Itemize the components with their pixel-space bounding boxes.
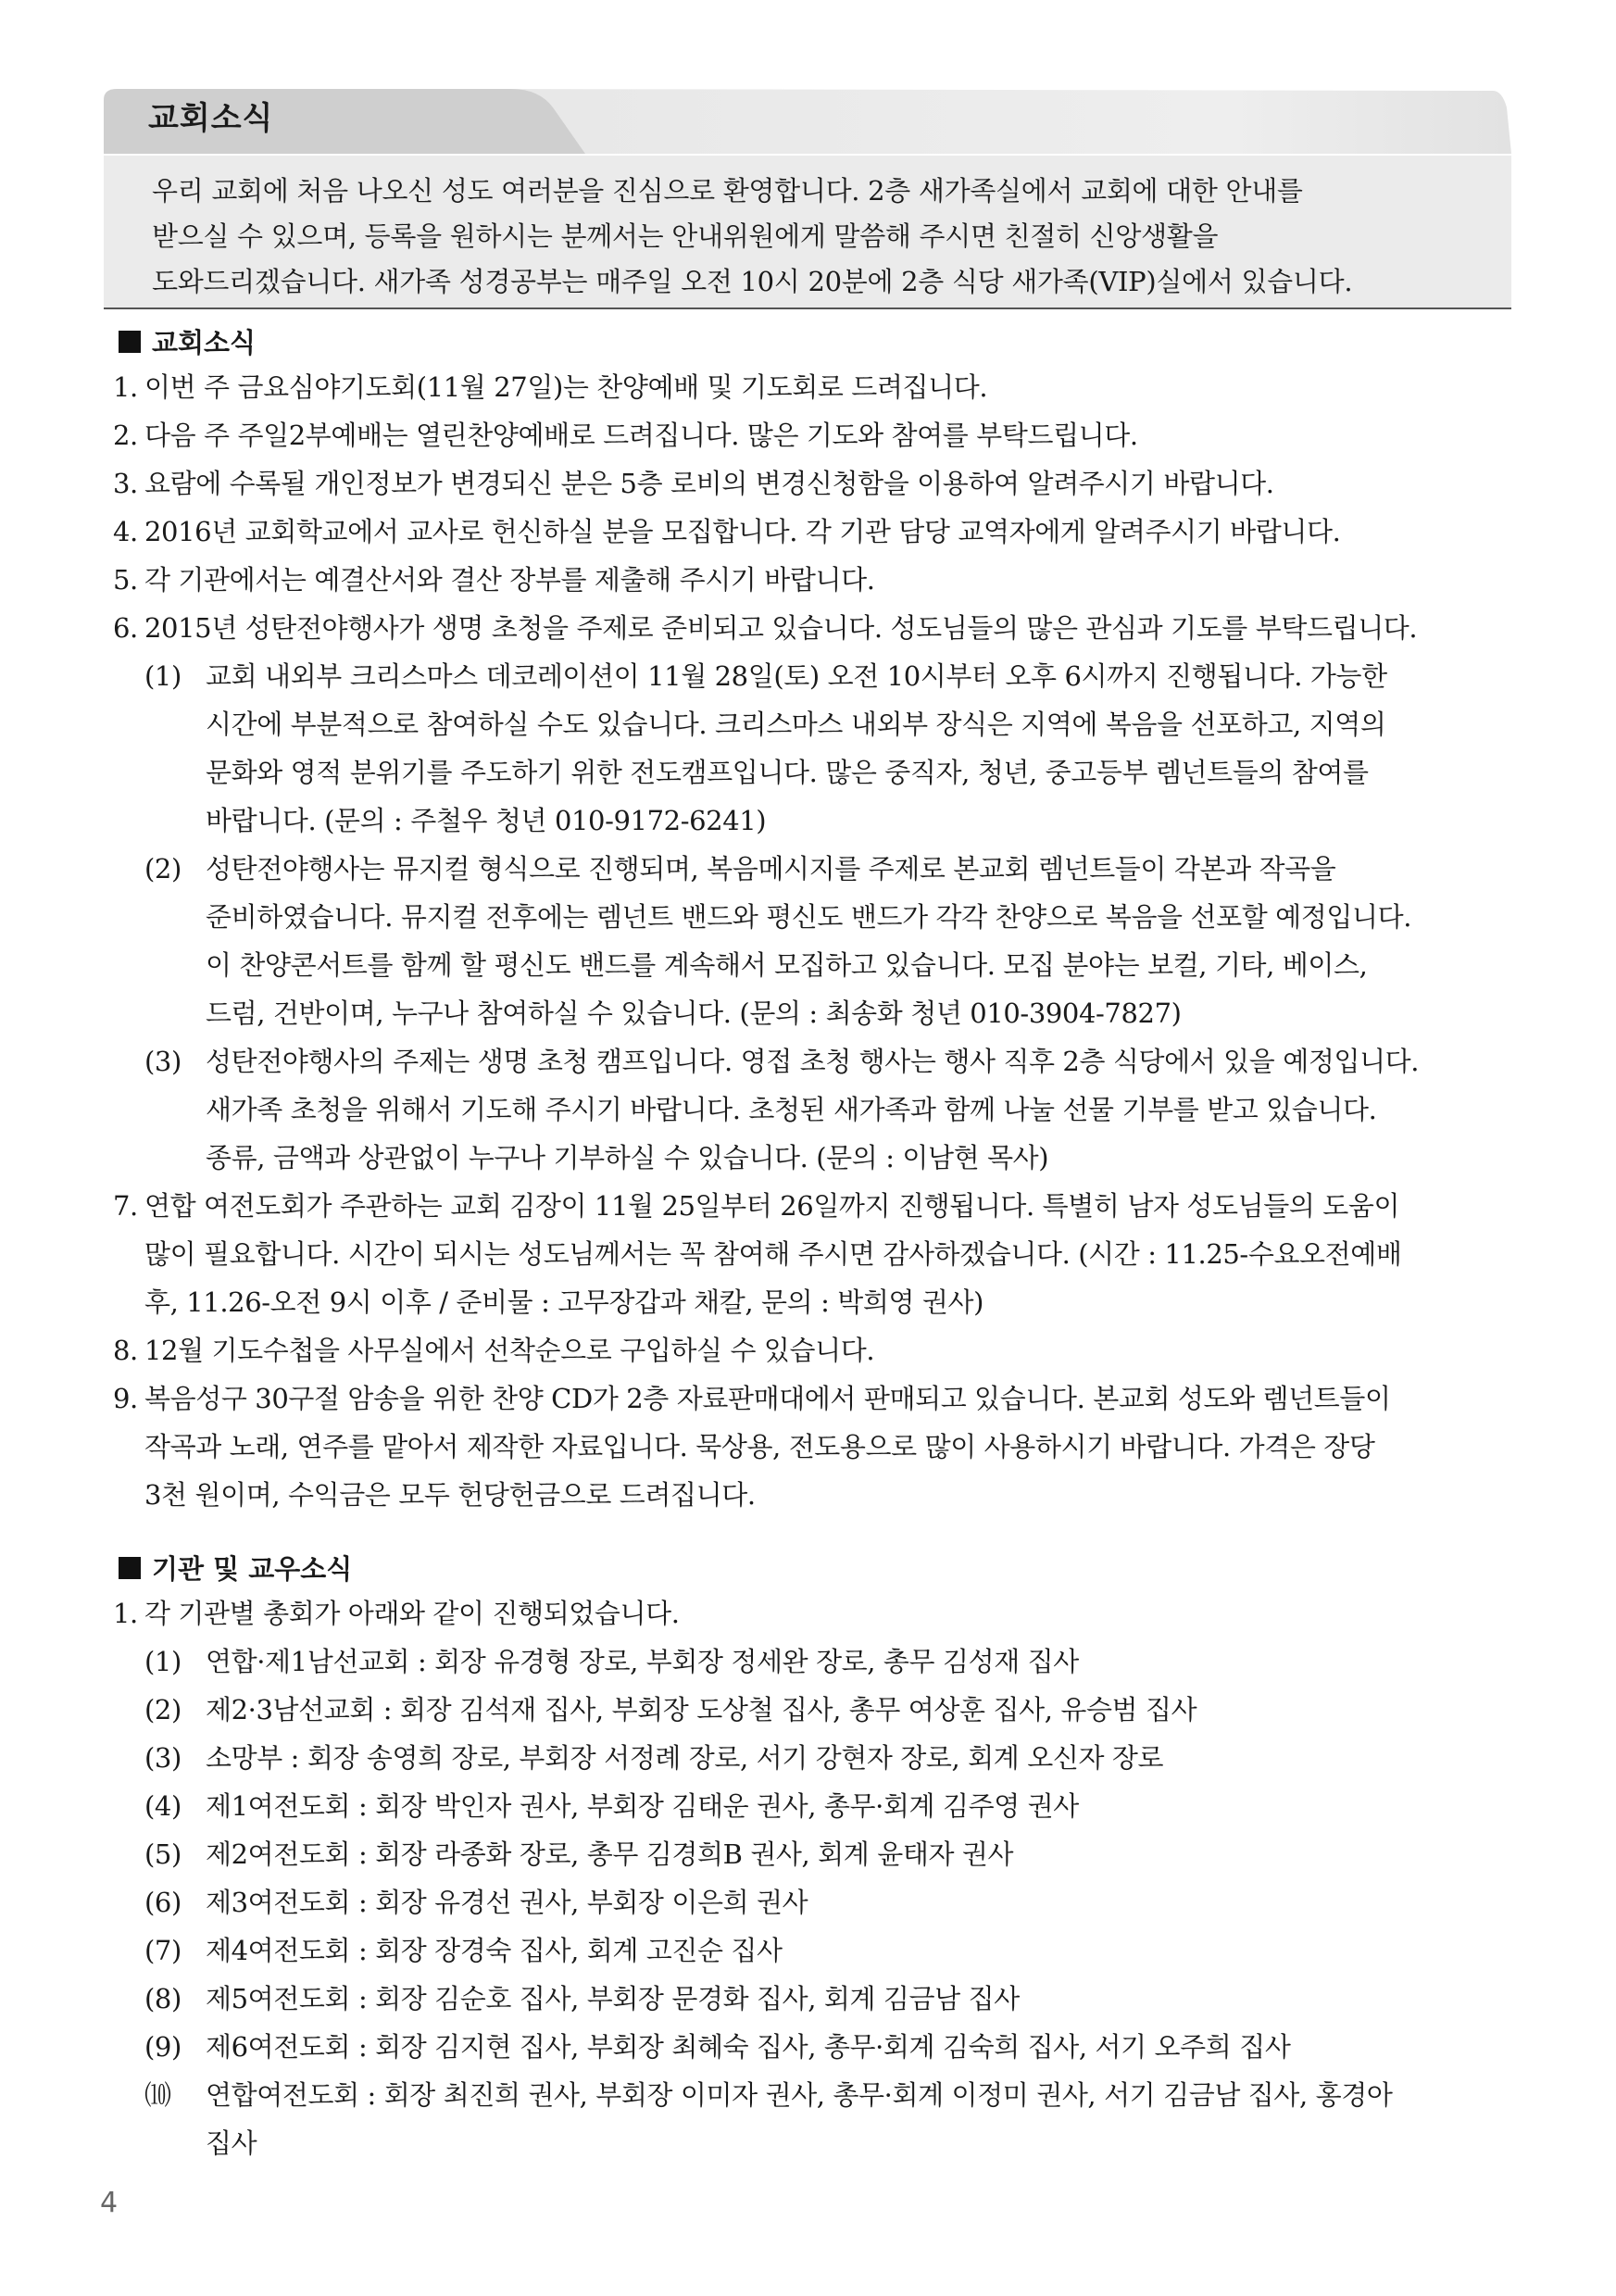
sub-item <box>113 1926 1521 1975</box>
item-number: 2. <box>113 420 138 451</box>
list-item <box>113 363 1521 411</box>
section-header-band <box>104 89 1511 154</box>
item-number: 4. <box>113 516 138 547</box>
item-text: 각 기관별 총회가 아래와 같이 진행되었습니다. <box>144 1598 680 1629</box>
section-heading-church-news <box>119 322 256 360</box>
item-text: 다음 주 주일2부예배는 열린찬양예배로 드려집니다. 많은 기도와 참여를 부탁드립니다. <box>144 420 1138 451</box>
organization-news-list <box>113 1589 1521 2167</box>
sub-item-number: (2) <box>144 1694 182 1725</box>
church-news-list <box>113 363 1521 1519</box>
sub-item-text: 성탄전야행사의 주제는 생명 초청 캠프입니다. 영접 초청 행사는 행사 직후 2층 식당에서 있을 예정입니다. <box>206 1046 1420 1077</box>
item-text: 요람에 수록될 개인정보가 변경되신 분은 5층 로비의 변경신청함을 이용하여 알려주시기 바랍니다. <box>144 468 1274 499</box>
list-item <box>113 459 1521 508</box>
sub-item-text-continued: 시간에 부분적으로 참여하실 수도 있습니다. 크리스마스 내외부 장식은 지역에 복음을 선포하고, 지역의 <box>206 709 1386 740</box>
section-heading-organization-news <box>119 1549 352 1587</box>
item-text-continued: 3천 원이며, 수익금은 모두 헌당헌금으로 드려집니다. <box>144 1479 756 1511</box>
sub-item-text: 교회 내외부 크리스마스 데코레이션이 11월 28일(토) 오전 10시부터 오후 6시까지 진행됩니다. 가능한 <box>206 660 1387 692</box>
sub-item-text: 제3여전도회 : 회장 유경선 권사, 부회장 이은희 권사 <box>206 1887 808 1918</box>
item-text-continued: 작곡과 노래, 연주를 맡아서 제작한 자료입니다. 묵상용, 전도용으로 많이 사용하시기 바랍니다. 가격은 장당 <box>144 1431 1375 1462</box>
item-text: 연합 여전도회가 주관하는 교회 김장이 11월 25일부터 26일까지 진행됩니다. 특별히 남자 성도님들의 도움이 <box>144 1190 1400 1222</box>
item-number: 3. <box>113 468 138 499</box>
sub-item <box>113 1830 1521 1878</box>
welcome-line: 우리 교회에 처음 나오신 성도 여러분을 진심으로 환영합니다. 2층 새가족실에서 교회에 대한 안내를 <box>152 175 1303 207</box>
sub-item <box>113 1734 1521 1782</box>
page-number: 4 <box>100 2187 119 2219</box>
sub-item-number: (3) <box>144 1742 182 1774</box>
sub-item <box>113 1686 1521 1734</box>
sub-item-text: 연합여전도회 : 회장 최진희 권사, 부회장 이미자 권사, 총무·회계 이정미 권사, 서기 김금남 집사, 홍경아 <box>206 2079 1393 2111</box>
list-item <box>113 604 1521 652</box>
sub-item-text-continued: 이 찬양콘서트를 함께 할 평신도 밴드를 계속해서 모집하고 있습니다. 모집 분야는 보컬, 기타, 베이스, <box>206 949 1368 981</box>
list-item <box>113 1326 1521 1374</box>
item-text: 2016년 교회학교에서 교사로 헌신하실 분을 모집합니다. 각 기관 담당 교역자에게 알려주시기 바랍니다. <box>144 516 1341 547</box>
item-text-continued: 많이 필요합니다. 시간이 되시는 성도님께서는 꼭 참여해 주시면 감사하겠습니다. (시간 : 11.25-수요오전예배 <box>144 1238 1402 1270</box>
section-title: 기관 및 교우소식 <box>152 1553 353 1585</box>
welcome-line: 받으실 수 있으며, 등록을 원하시는 분께서는 안내위원에게 말씀해 주시면 친절히 신앙생활을 <box>152 220 1219 252</box>
item-text: 이번 주 금요심야기도회(11월 27일)는 찬양예배 및 기도회로 드려집니다. <box>144 371 988 403</box>
item-number: 1. <box>113 371 138 403</box>
sub-item-text: 제5여전도회 : 회장 김순호 집사, 부회장 문경화 집사, 회계 김금남 집사 <box>206 1983 1020 2014</box>
item-number: 1. <box>113 1598 138 1629</box>
sub-item-number: (1) <box>144 1646 182 1677</box>
sub-item-text-continued: 드럼, 건반이며, 누구나 참여하실 수 있습니다. (문의 : 최송화 청년 010-3904-7827) <box>206 997 1182 1029</box>
item-text: 12월 기도수첩을 사무실에서 선착순으로 구입하실 수 있습니다. <box>144 1335 875 1366</box>
sub-item <box>113 2071 1521 2119</box>
list-item <box>113 1374 1521 1423</box>
sub-item-number: (2) <box>144 853 182 885</box>
sub-item <box>113 1037 1521 1085</box>
welcome-line: 도와드리겠습니다. 새가족 성경공부는 매주일 오전 10시 20분에 2층 식당 새가족(VIP)실에서 있습니다. <box>152 266 1353 297</box>
sub-item-text-continued: 집사 <box>206 2127 257 2159</box>
item-number: 5. <box>113 564 138 596</box>
page-title: 교회소식 <box>148 100 274 137</box>
square-bullet-icon <box>119 1557 141 1579</box>
sub-item-text: 제4여전도회 : 회장 장경숙 집사, 회계 고진순 집사 <box>206 1935 783 1966</box>
list-item <box>113 556 1521 604</box>
sub-item-text-continued: 문화와 영적 분위기를 주도하기 위한 전도캠프입니다. 많은 중직자, 청년, 중고등부 렘넌트들의 참여를 <box>206 757 1369 788</box>
sub-item <box>113 845 1521 893</box>
sub-item-number: (8) <box>144 1983 182 2014</box>
welcome-box <box>104 156 1511 309</box>
item-text: 2015년 성탄전야행사가 생명 초청을 주제로 준비되고 있습니다. 성도님들의 많은 관심과 기도를 부탁드립니다. <box>144 612 1418 644</box>
sub-item <box>113 652 1521 700</box>
sub-item-text-continued: 준비하였습니다. 뮤지컬 전후에는 렘넌트 밴드와 평신도 밴드가 각각 찬양으로 복음을 선포할 예정입니다. <box>206 901 1412 933</box>
list-item <box>113 1589 1521 1637</box>
item-text: 각 기관에서는 예결산서와 결산 장부를 제출해 주시기 바랍니다. <box>144 564 875 596</box>
sub-item <box>113 2023 1521 2071</box>
list-item <box>113 508 1521 556</box>
list-item <box>113 411 1521 459</box>
sub-item-text: 제1여전도회 : 회장 박인자 권사, 부회장 김태운 권사, 총무·회계 김주영 권사 <box>206 1790 1079 1822</box>
item-number: 7. <box>113 1190 138 1222</box>
section-title: 교회소식 <box>152 327 257 358</box>
sub-item-text: 제2·3남선교회 : 회장 김석재 집사, 부회장 도상철 집사, 총무 여상훈 집사, 유승범 집사 <box>206 1694 1197 1725</box>
sub-item <box>113 1782 1521 1830</box>
sub-item-number: (6) <box>144 1887 182 1918</box>
sub-item-text: 제6여전도회 : 회장 김지현 집사, 부회장 최혜숙 집사, 총무·회계 김숙희 집사, 서기 오주희 집사 <box>206 2031 1291 2063</box>
square-bullet-icon <box>119 331 141 353</box>
item-text: 복음성구 30구절 암송을 위한 찬양 CD가 2층 자료판매대에서 판매되고 있습니다. 본교회 성도와 렘넌트들이 <box>144 1383 1391 1414</box>
sub-item <box>113 1637 1521 1686</box>
sub-item <box>113 1975 1521 2023</box>
item-number: 9. <box>113 1383 138 1414</box>
sub-item-number: (3) <box>144 1046 182 1077</box>
sub-item-text: 소망부 : 회장 송영희 장로, 부회장 서정례 장로, 서기 강현자 장로, 회계 오신자 장로 <box>206 1742 1164 1774</box>
sub-item-number: (7) <box>144 1935 182 1966</box>
sub-item-text: 성탄전야행사는 뮤지컬 형식으로 진행되며, 복음메시지를 주제로 본교회 렘넌트들이 각본과 작곡을 <box>206 853 1336 885</box>
sub-item <box>113 1878 1521 1926</box>
item-text-continued: 후, 11.26-오전 9시 이후 / 준비물 : 고무장갑과 채칼, 문의 : 박희영 권사) <box>144 1286 984 1318</box>
item-number: 8. <box>113 1335 138 1366</box>
sub-item-number: (1) <box>144 660 182 692</box>
sub-item-number: (4) <box>144 1790 182 1822</box>
sub-item-text-continued: 새가족 초청을 위해서 기도해 주시기 바랍니다. 초청된 새가족과 함께 나눌 선물 기부를 받고 있습니다. <box>206 1094 1377 1125</box>
sub-item-text-continued: 바랍니다. (문의 : 주철우 청년 010-9172-6241) <box>206 805 767 836</box>
item-number: 6. <box>113 612 138 644</box>
sub-item-number: ⑽ <box>144 2079 171 2111</box>
sub-item-number: (5) <box>144 1838 182 1870</box>
list-item <box>113 1182 1521 1230</box>
sub-item-text: 연합·제1남선교회 : 회장 유경형 장로, 부회장 정세완 장로, 총무 김성재 집사 <box>206 1646 1079 1677</box>
sub-item-text: 제2여전도회 : 회장 라종화 장로, 총무 김경희B 권사, 회계 윤태자 권사 <box>206 1838 1014 1870</box>
sub-item-text-continued: 종류, 금액과 상관없이 누구나 기부하실 수 있습니다. (문의 : 이남현 목사) <box>206 1142 1049 1173</box>
sub-item-number: (9) <box>144 2031 182 2063</box>
